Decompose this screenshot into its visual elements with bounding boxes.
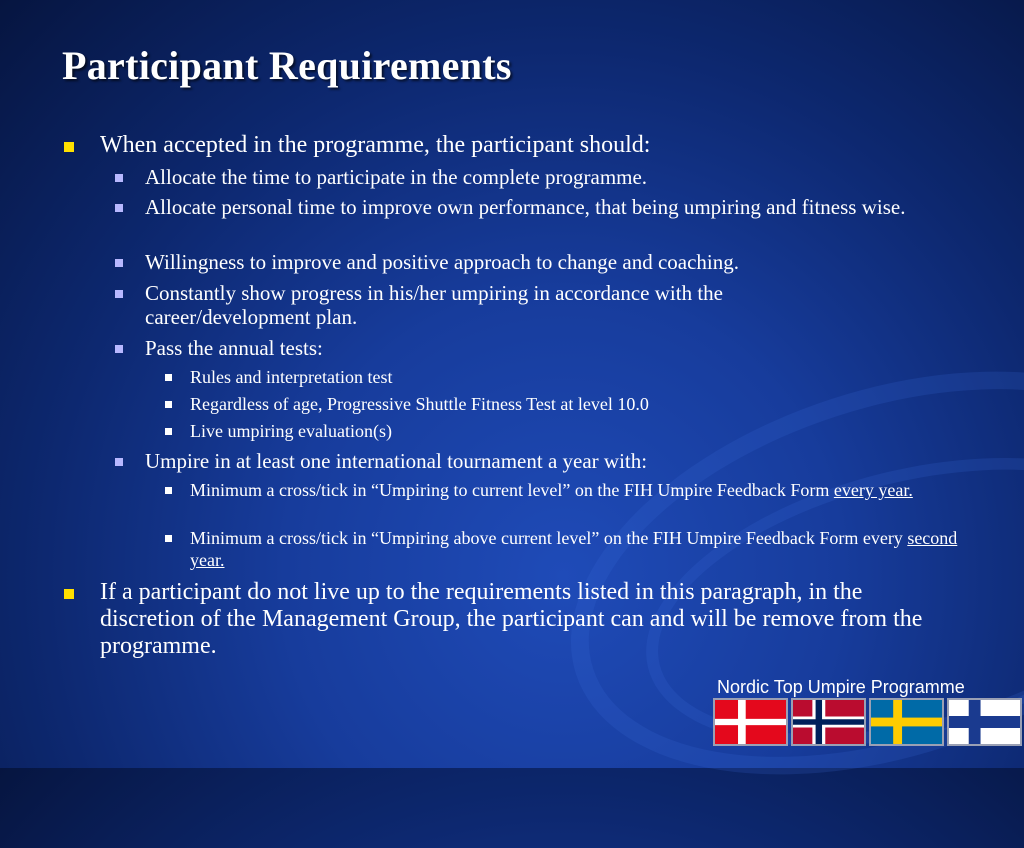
bullet-item: [190, 420, 910, 442]
underlined-text: second year.: [190, 528, 958, 570]
bullet-text-main: Minimum a cross/tick in “Umpiring to current level” on the FIH Umpire Feedback Form: [190, 480, 834, 500]
bullet-item: [145, 195, 935, 219]
bullet-text: Live umpiring evaluation(s): [190, 421, 392, 441]
bullet-marker: [115, 345, 123, 353]
bullet-text: Rules and interpretation test: [190, 367, 393, 387]
bullet-item: [145, 250, 885, 274]
bullet-marker: [115, 290, 123, 298]
bullet-text: If a participant do not live up to the requirements listed in this paragraph, in the discretion of the Management Group, the participant can and will be remove from the programme.: [100, 579, 923, 659]
slide-title: Participant Requirements: [62, 43, 512, 88]
bullet-marker: [115, 259, 123, 267]
nordic-flags: [713, 698, 1024, 746]
swedish-flag-icon: [869, 698, 944, 746]
bullet-item: [145, 336, 865, 360]
bullet-item: [190, 366, 910, 388]
bullet-marker: [165, 535, 172, 542]
bullet-item: [145, 449, 865, 473]
programme-label: Nordic Top Umpire Programme: [717, 677, 965, 697]
bullet-text: When accepted in the programme, the participant should:: [100, 132, 651, 158]
bullet-item: [100, 579, 960, 660]
bullet-marker: [165, 401, 172, 408]
bullet-item: [190, 479, 960, 501]
bullet-marker: [115, 458, 123, 466]
bullet-marker: [165, 428, 172, 435]
bullet-item: [145, 165, 865, 189]
bullet-text: Willingness to improve and positive approach to change and coaching.: [145, 250, 739, 274]
bullet-marker: [64, 589, 74, 599]
bullet-text: [190, 479, 960, 501]
bullet-text: Pass the annual tests:: [145, 336, 323, 360]
bullet-text: Allocate the time to participate in the complete programme.: [145, 165, 648, 189]
underlined-text: every year.: [833, 480, 913, 500]
bullet-text: Umpire in at least one international tournament a year with:: [145, 449, 648, 473]
danish-flag-icon: [713, 698, 788, 746]
bullet-marker: [115, 204, 123, 212]
bullet-text: [190, 527, 970, 571]
bullet-item: [145, 281, 865, 329]
bullet-item: [190, 527, 970, 571]
bullet-text: Regardless of age, Progressive Shuttle Fitness Test at level 10.0: [190, 394, 649, 414]
bullet-item: [100, 132, 800, 159]
bullet-marker: [165, 487, 172, 494]
bullet-text: Allocate personal time to improve own performance, that being umpiring and fitness wise.: [145, 195, 906, 219]
bullet-text: Constantly show progress in his/her umpiring in accordance with the career/development plan.: [145, 281, 723, 329]
norwegian-flag-icon: [791, 698, 866, 746]
bullet-marker: [64, 142, 74, 152]
bullet-item: [190, 393, 910, 415]
finnish-flag-icon: [947, 698, 1022, 746]
bullet-marker: [115, 174, 123, 182]
bullet-text-main: Minimum a cross/tick in “Umpiring above current level” on the FIH Umpire Feedback Form every: [190, 528, 908, 548]
bullet-marker: [165, 374, 172, 381]
